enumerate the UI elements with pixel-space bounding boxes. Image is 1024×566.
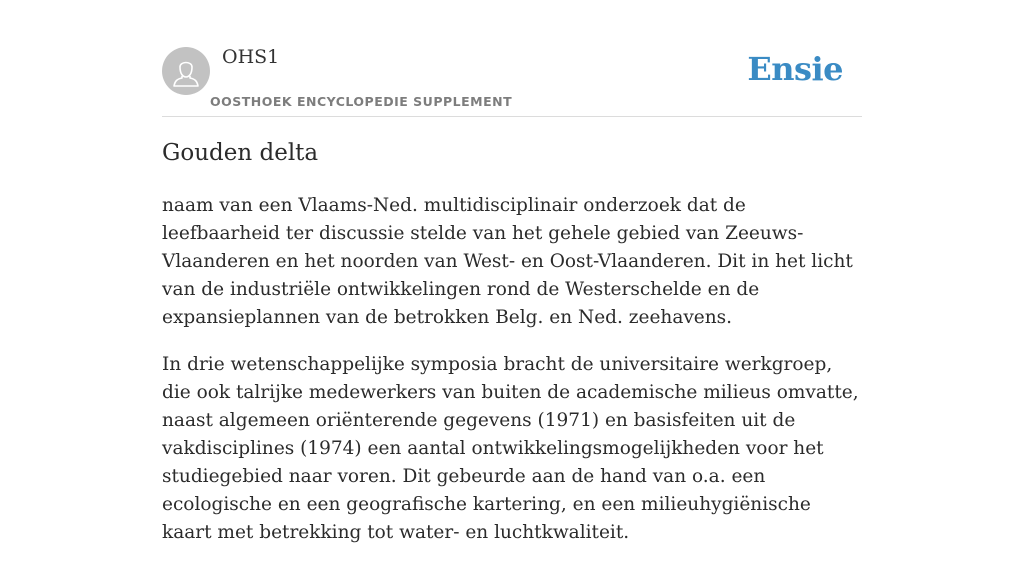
source-label[interactable]: OOSTHOEK ENCYCLOPEDIE SUPPLEMENT xyxy=(210,94,513,109)
author-name[interactable]: OHS1 xyxy=(222,46,280,68)
brand-logo[interactable]: Ensie xyxy=(747,50,843,88)
article-paragraph: naam van een Vlaams-Ned. multidisciplinair onderzoek dat de leefbaarheid ter discussie stelde van het gehele gebied van Zeeuws-Vlaanderen en het noorden van West- en Oost-Vlaanderen. Dit in het licht van de industriële ontwikkelingen rond de Westerschelde en de expansieplannen van de betrokken Belg. en Ned. zeehavens. xyxy=(162,195,853,328)
article-title: Gouden delta xyxy=(162,140,319,166)
article-body xyxy=(162,192,862,566)
article-header xyxy=(162,0,862,117)
user-avatar-icon[interactable] xyxy=(162,47,210,95)
article-paragraph: In drie wetenschappelijke symposia bracht de universitaire werkgroep, die ook talrijke medewerkers van buiten de academische milieus omvatte, naast algemeen oriënterende gegevens (1971) en basisfeiten uit de vakdisciplines (1974) een aantal ontwikkelingsmogelijkheden voor het studiegebied naar voren. Dit gebeurde aan de hand van o.a. een ecologische en een geografische kartering, en een milieuhygiënische kaart met betrekking tot water- en luchtkwaliteit. xyxy=(162,354,859,543)
page-container xyxy=(162,0,862,543)
